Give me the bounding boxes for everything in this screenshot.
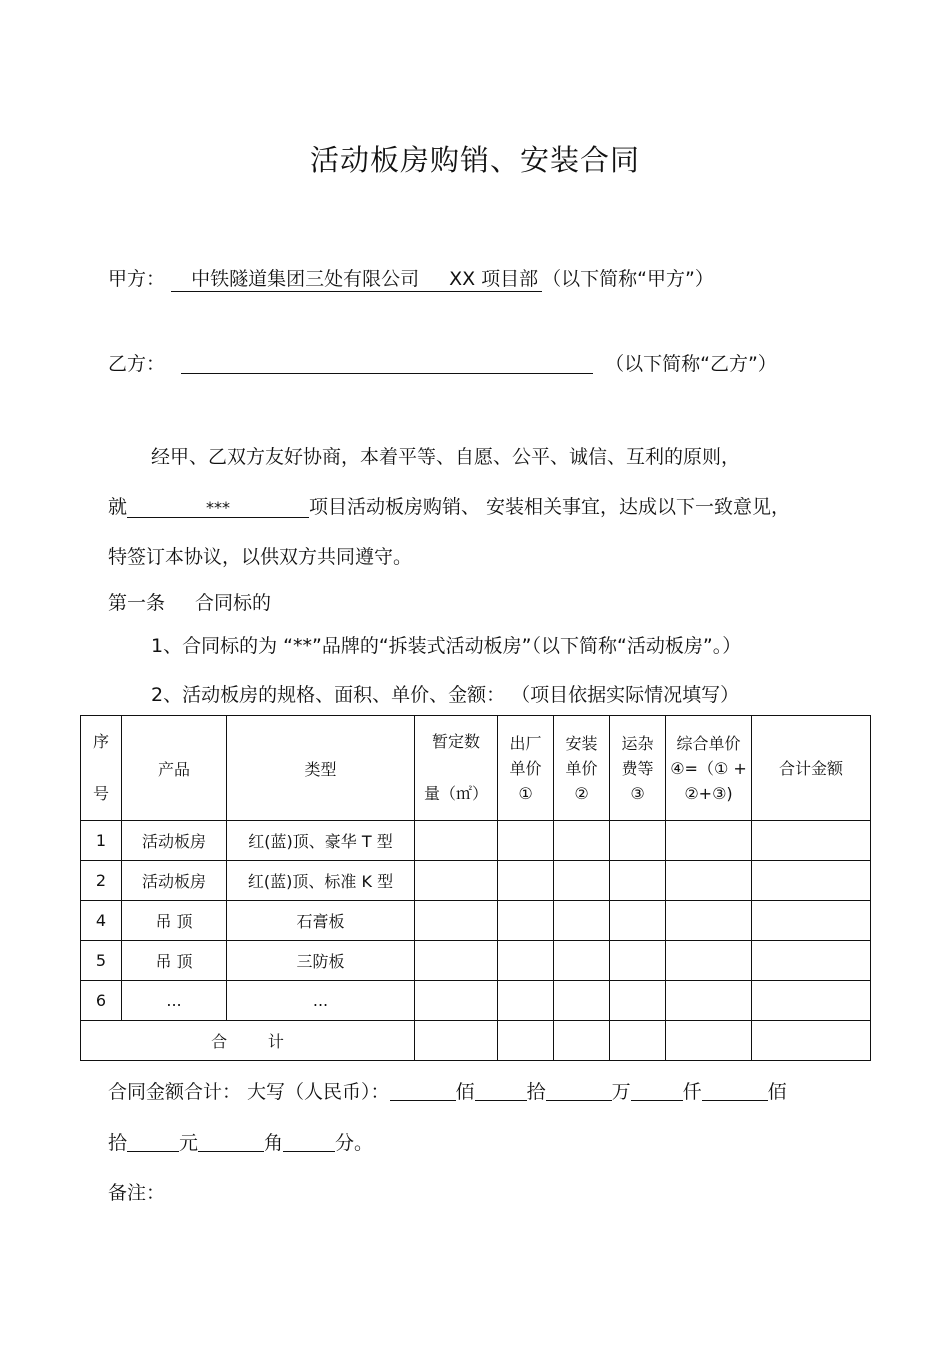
row-install-cell[interactable]	[554, 861, 610, 901]
header-quantity: 暂定数 量（㎡）	[415, 716, 498, 821]
amount-blank[interactable]	[390, 1080, 456, 1101]
intro-line-3: 特签订本协议，以供双方共同遵守。	[108, 546, 413, 568]
amount-blank[interactable]	[475, 1080, 527, 1101]
row-type: 红(蓝)顶、标准 K 型	[227, 861, 415, 901]
party-a-name: 中铁隧道集团三处有限公司	[191, 268, 420, 290]
intro-line-1: 经甲、乙双方友好协商，本着平等、自愿、公平、诚信、互利的原则，	[151, 446, 741, 468]
intro-line-2	[108, 492, 790, 519]
row-total-cell[interactable]	[752, 941, 871, 981]
row-type: ...	[227, 981, 415, 1021]
row-factory-cell[interactable]	[498, 821, 554, 861]
unit-label: 元	[179, 1132, 199, 1154]
row-seq: 6	[81, 981, 122, 1021]
row-quantity-cell[interactable]	[415, 861, 498, 901]
row-total-cell[interactable]	[752, 981, 871, 1021]
unit-label: 拾	[108, 1132, 128, 1154]
table-row	[81, 901, 871, 941]
party-b-label: 乙方：	[108, 353, 166, 375]
row-quantity-cell[interactable]	[415, 901, 498, 941]
header-seq: 序 号	[81, 716, 122, 821]
sum-install-cell[interactable]	[554, 1021, 610, 1061]
row-seq: 4	[81, 901, 122, 941]
row-quantity-cell[interactable]	[415, 941, 498, 981]
header-total: 合计金额	[752, 716, 871, 821]
row-factory-cell[interactable]	[498, 941, 554, 981]
unit-label: 佰	[767, 1081, 787, 1103]
unit-label: 分。	[335, 1132, 374, 1154]
amount-blank[interactable]	[198, 1131, 264, 1152]
party-a-label: 甲方：	[108, 268, 166, 290]
unit-label: 仟	[682, 1081, 702, 1103]
sum-freight-cell[interactable]	[610, 1021, 666, 1061]
project-name-field[interactable]	[127, 498, 309, 518]
row-freight-cell[interactable]	[610, 901, 666, 941]
sum-quantity-cell[interactable]	[415, 1021, 498, 1061]
party-b-suffix: （以下简称“乙方”）	[605, 353, 777, 375]
row-unit-cell[interactable]	[666, 981, 752, 1021]
party-b-field[interactable]	[181, 351, 593, 374]
unit-label: 万	[611, 1081, 631, 1103]
amount-blank[interactable]	[702, 1080, 768, 1101]
party-b-line	[108, 349, 777, 376]
intro-suffix: 项目活动板房购销、 安装相关事宜，达成以下一致意见，	[309, 496, 791, 518]
sum-total-cell[interactable]	[752, 1021, 871, 1061]
row-unit-cell[interactable]	[666, 901, 752, 941]
row-total-cell[interactable]	[752, 821, 871, 861]
row-product: ...	[122, 981, 227, 1021]
amount-line-1	[108, 1077, 787, 1104]
row-total-cell[interactable]	[752, 861, 871, 901]
party-a-field[interactable]	[171, 264, 542, 292]
sum-factory-cell[interactable]	[498, 1021, 554, 1061]
sum-unit-cell[interactable]	[666, 1021, 752, 1061]
row-install-cell[interactable]	[554, 901, 610, 941]
row-type: 石膏板	[227, 901, 415, 941]
amount-label: 合同金额合计： 大写（人民币）：	[108, 1081, 390, 1103]
row-seq: 2	[81, 861, 122, 901]
party-a-suffix: （以下简称“甲方”）	[542, 268, 714, 290]
row-product: 活动板房	[122, 821, 227, 861]
row-install-cell[interactable]	[554, 821, 610, 861]
table-header-row	[81, 716, 871, 821]
header-type: 类型	[227, 716, 415, 821]
party-a-dept: XX 项目部	[449, 268, 539, 290]
row-install-cell[interactable]	[554, 981, 610, 1021]
unit-label: 角	[264, 1132, 284, 1154]
row-factory-cell[interactable]	[498, 861, 554, 901]
row-unit-cell[interactable]	[666, 821, 752, 861]
article-1-heading	[108, 588, 271, 615]
row-seq: 5	[81, 941, 122, 981]
row-product: 吊 顶	[122, 901, 227, 941]
article-1-item-2: 2、活动板房的规格、面积、单价、金额： （项目依据实际情况填写）	[151, 684, 740, 706]
specification-table	[80, 715, 871, 1061]
article-title: 合同标的	[195, 592, 272, 614]
row-product: 活动板房	[122, 861, 227, 901]
amount-line-2	[108, 1128, 373, 1155]
row-freight-cell[interactable]	[610, 821, 666, 861]
row-freight-cell[interactable]	[610, 861, 666, 901]
row-quantity-cell[interactable]	[415, 821, 498, 861]
unit-label: 佰	[455, 1081, 475, 1103]
remark-label: 备注：	[108, 1182, 166, 1204]
row-product: 吊 顶	[122, 941, 227, 981]
row-freight-cell[interactable]	[610, 941, 666, 981]
header-install-price: 安装 单价 ②	[554, 716, 610, 821]
header-unit-price: 综合单价 ④=（① + ②+③)	[666, 716, 752, 821]
row-unit-cell[interactable]	[666, 941, 752, 981]
row-type: 红(蓝)顶、豪华 T 型	[227, 821, 415, 861]
row-install-cell[interactable]	[554, 941, 610, 981]
amount-blank[interactable]	[546, 1080, 612, 1101]
header-factory-price: 出厂 单价 ①	[498, 716, 554, 821]
row-factory-cell[interactable]	[498, 901, 554, 941]
article-1-item-1: 1、合同标的为 “**”品牌的“拆装式活动板房”（以下简称“活动板房”。）	[151, 635, 742, 657]
amount-blank[interactable]	[127, 1131, 179, 1152]
project-name: ***	[206, 498, 231, 517]
row-type: 三防板	[227, 941, 415, 981]
row-freight-cell[interactable]	[610, 981, 666, 1021]
party-a-line	[108, 264, 714, 292]
header-product: 产品	[122, 716, 227, 821]
sum-label: 合 计	[81, 1021, 415, 1061]
unit-label: 拾	[526, 1081, 546, 1103]
article-number: 第一条	[108, 592, 166, 614]
row-quantity-cell[interactable]	[415, 981, 498, 1021]
row-seq: 1	[81, 821, 122, 861]
amount-blank[interactable]	[283, 1131, 335, 1152]
table-row	[81, 821, 871, 861]
table-row	[81, 861, 871, 901]
table-row	[81, 941, 871, 981]
intro-prefix: 就	[108, 496, 128, 518]
row-total-cell[interactable]	[752, 901, 871, 941]
row-unit-cell[interactable]	[666, 861, 752, 901]
header-freight: 运杂 费等 ③	[610, 716, 666, 821]
row-factory-cell[interactable]	[498, 981, 554, 1021]
page-title: 活动板房购销、安装合同	[309, 143, 640, 177]
table-row	[81, 981, 871, 1021]
table-sum-row	[81, 1021, 871, 1061]
amount-blank[interactable]	[631, 1080, 683, 1101]
